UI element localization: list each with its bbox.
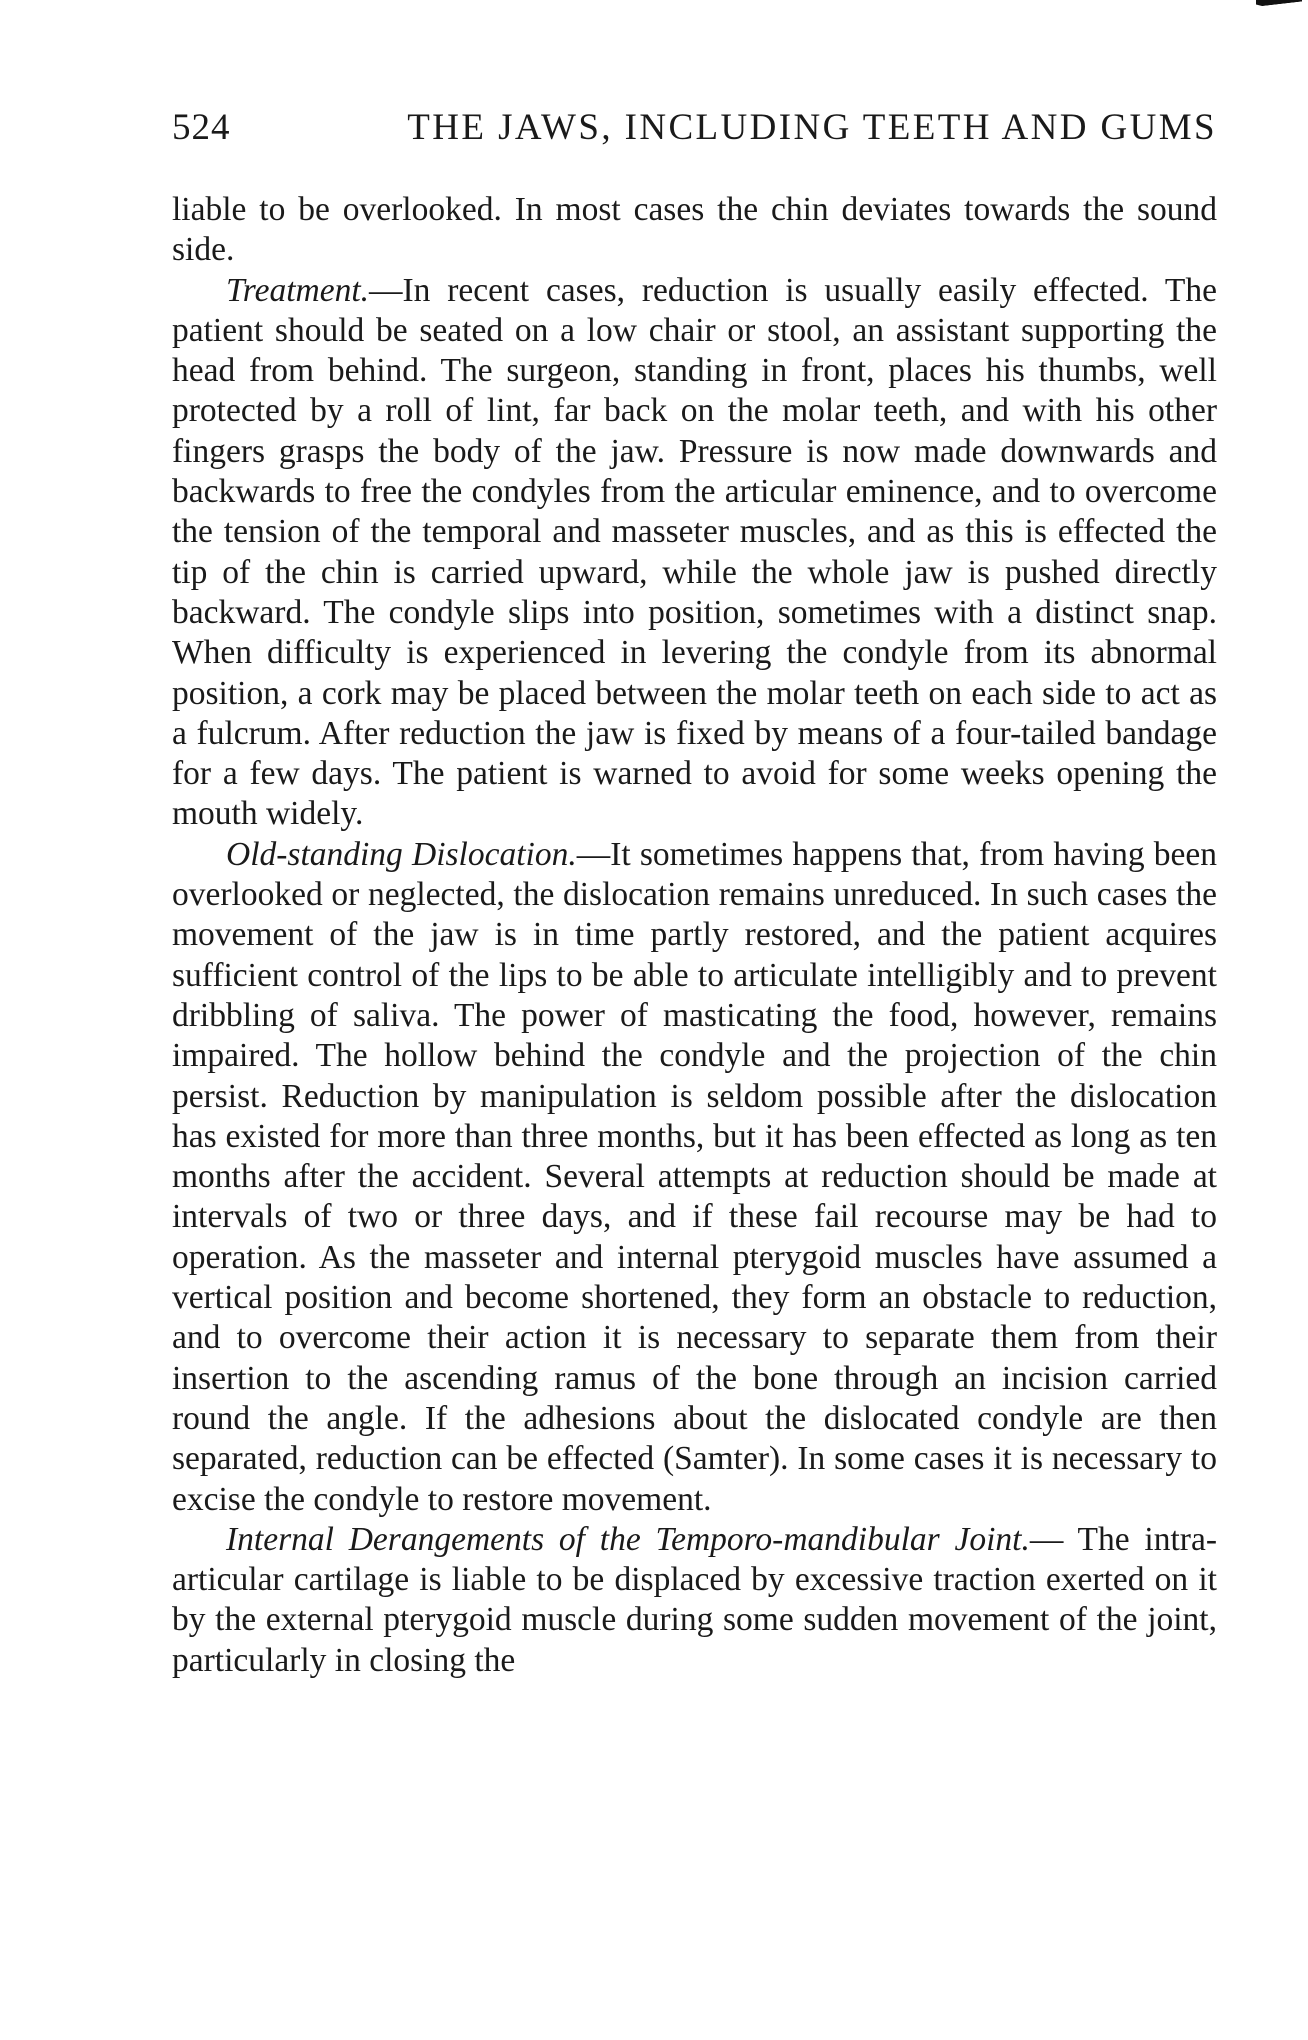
section-heading-old-standing-dislocation: Old-standing Dislocation. [226, 835, 577, 873]
paragraph-text: —It sometimes happens that, from having been overlooked or neglected, the dislocation remains unreduced. In such cases the movement of the jaw is in time partly restored, and the patient acquires sufficient control of the lips to be able to articulate intelligibly and to prevent dribbling of saliva. The power of masticating the food, however, remains impaired. The hollow behind the condyle and the projection of the chin persist. Reduction by manipulation is seldom possible after the dislocation has existed for more than three months, but it has been effected as long as ten months after the accident. Several attempts at reduction should be made at intervals of two or three days, and if these fail recourse may be had to operation. As the masseter and internal pterygoid muscles have assumed a vertical position and become shortened, they form an obstacle to reduction, and to overcome their action it is necessary to separate them from their insertion to the ascending ramus of the bone through an incision carried round the angle. If the adhesions about the dislocated condyle are then separated, reduction can be effected (Samter). In some cases it is necessary to excise the condyle to restore movement. [172, 835, 1217, 1518]
paragraph-text: —In recent cases, reduction is usually easily effected. The patient should be seated on a low chair or stool, an assistant supporting the head from behind. The surgeon, standing in front, places his thumbs, well protected by a roll of lint, far back on the molar teeth, and with his other fingers grasps the body of the jaw. Pressure is now made downwards and backwards to free the condyles from the articular eminence, and to overcome the tension of the temporal and masseter muscles, and as this is effected the tip of the chin is carried upward, while the whole jaw is pushed directly backward. The condyle slips into position, sometimes with a distinct snap. When difficulty is experienced in levering the condyle from its abnormal position, a cork may be placed between the molar teeth on each side to act as a fulcrum. After reduction the jaw is fixed by means of a four-tailed bandage for a few days. The patient is warned to avoid for some weeks opening the mouth widely. [172, 271, 1217, 833]
body-text [172, 190, 1217, 1681]
paragraph-continuation [172, 190, 1217, 271]
page-number: 524 [172, 107, 231, 148]
paragraph-old-standing-dislocation [172, 835, 1217, 1520]
section-heading-treatment: Treatment. [226, 271, 369, 309]
section-heading-internal-derangements: Internal Derangements of the Temporo-mandibular Joint. [226, 1520, 1030, 1558]
running-title: THE JAWS, INCLUDING TEETH AND GUMS [407, 107, 1217, 148]
paragraph-internal-derangements [172, 1520, 1217, 1681]
paragraph-text: liable to be overlooked. In most cases the chin deviates towards the sound side. [172, 191, 1217, 269]
paragraph-treatment [172, 271, 1217, 835]
paragraph-text: — The intra-articular cartilage is liable to be displaced by excessive traction exerted on it by the external pterygoid muscle during some sudden movement of the joint, particularly in closing the [172, 1520, 1217, 1679]
running-header [172, 104, 1217, 152]
scan-corner-mark [1256, 0, 1302, 16]
